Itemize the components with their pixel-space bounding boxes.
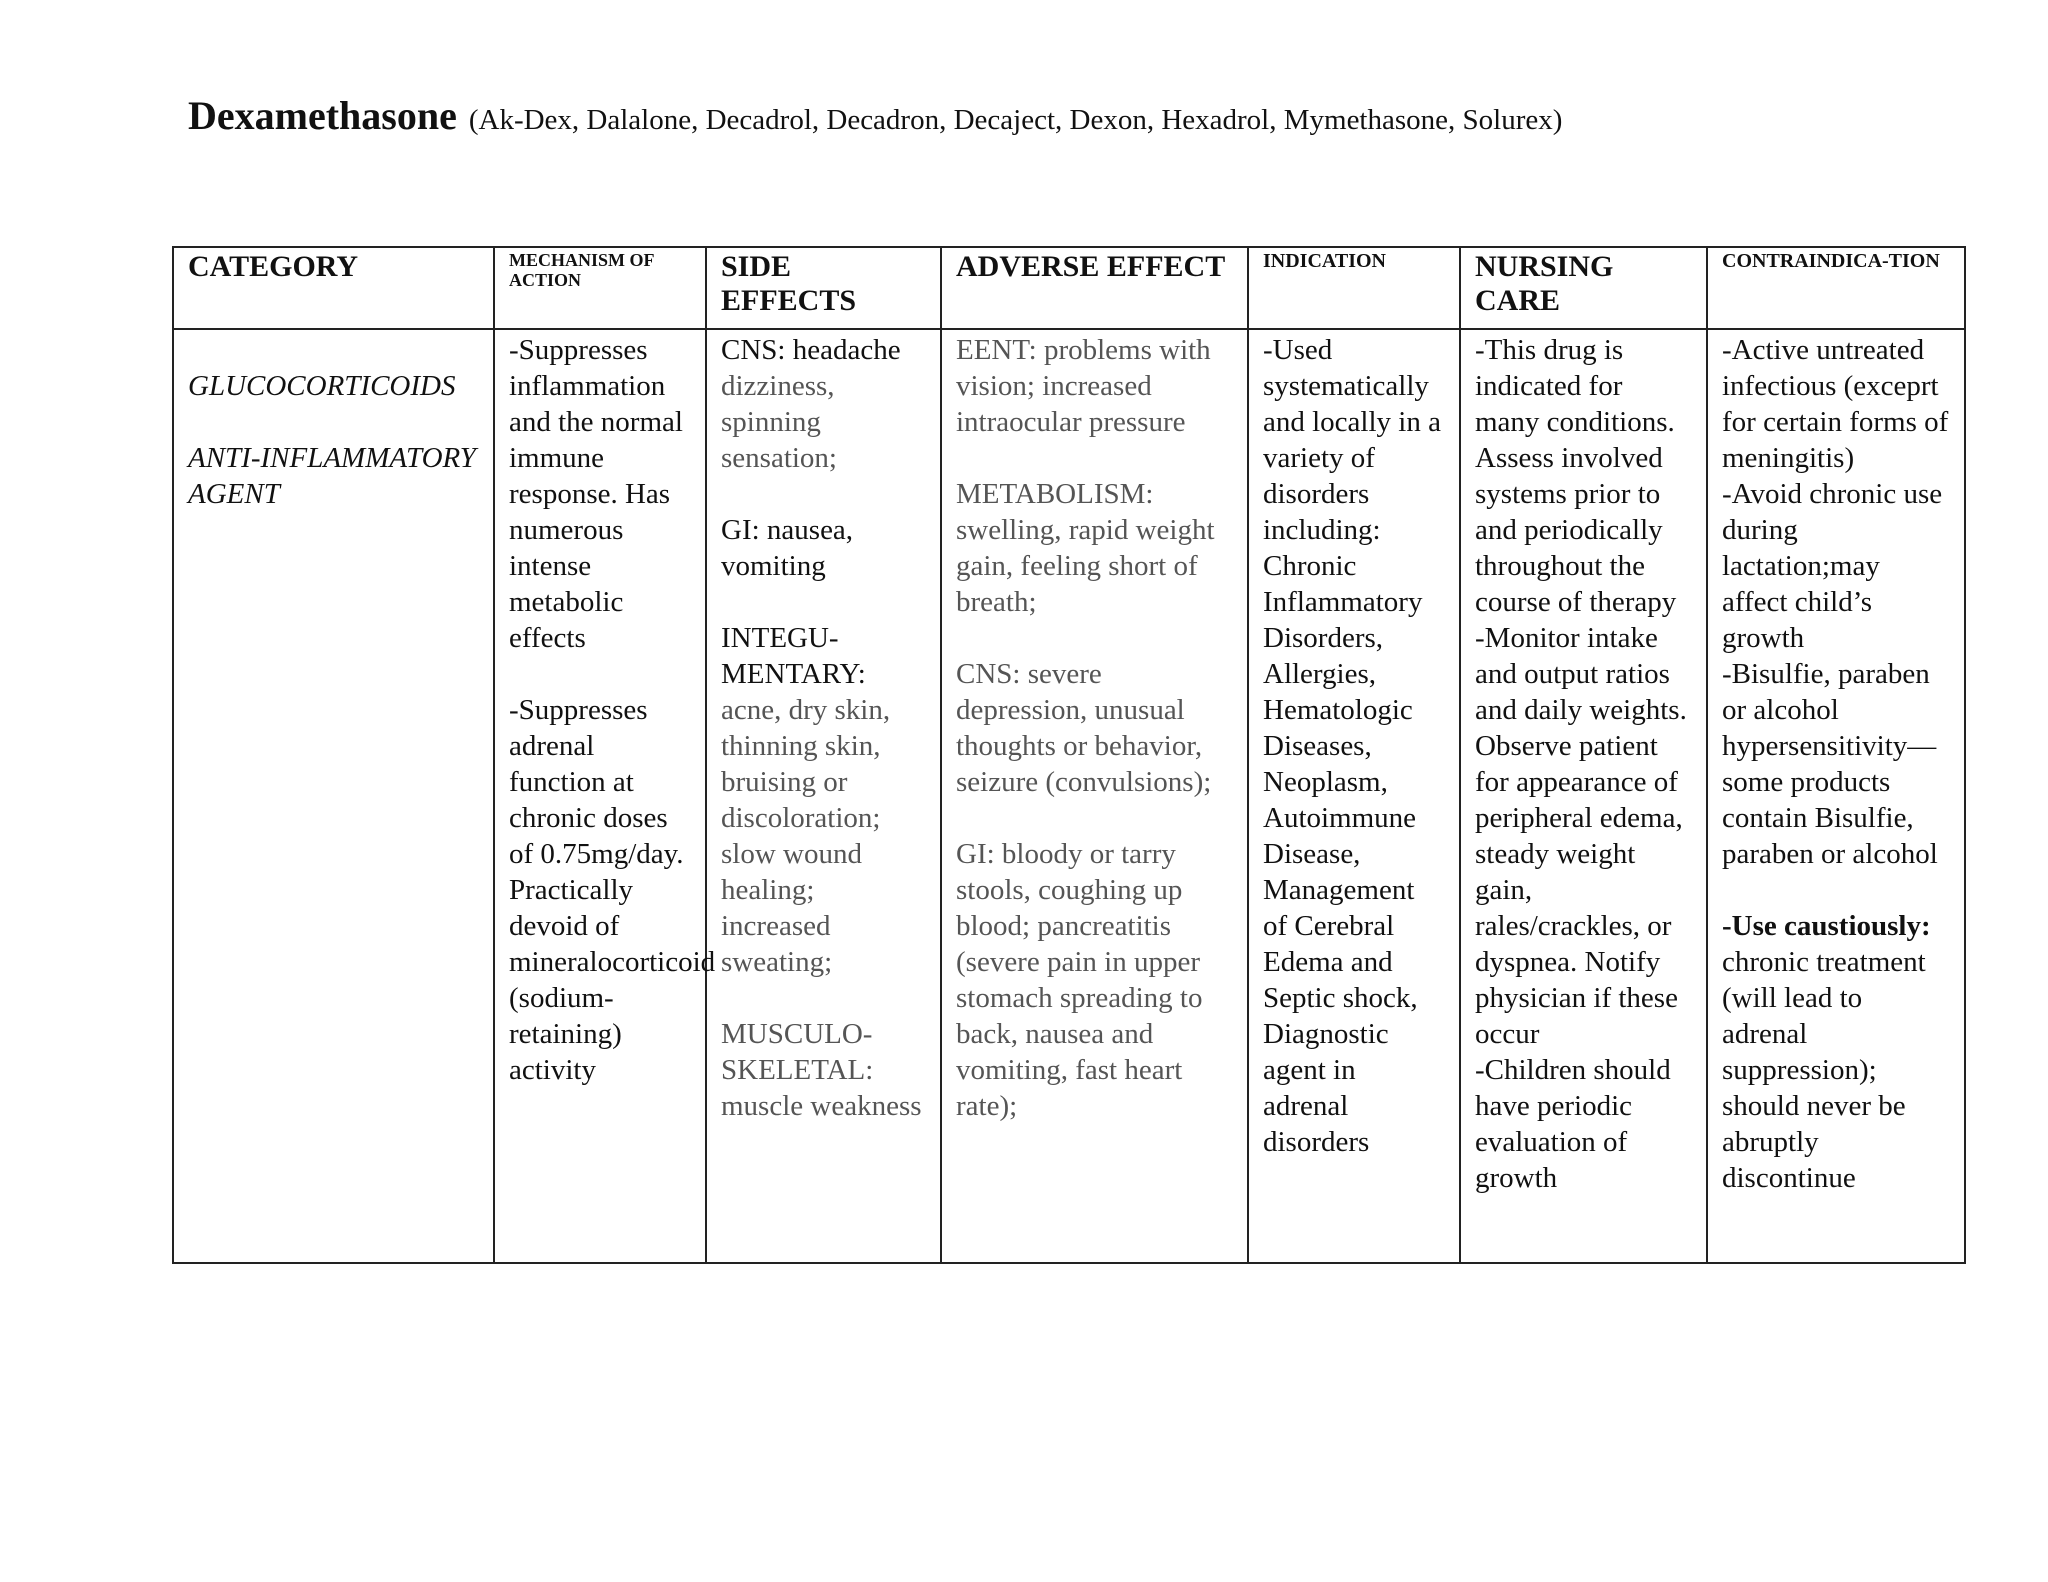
nursing-care-item: -Children should have periodic evaluation of growth: [1475, 1054, 1671, 1194]
caution-label: -Use caustiously:: [1722, 910, 1931, 942]
mechanism-paragraph: -Suppresses adrenal function at chronic doses of 0.75mg/day. Practically devoid of mineralocorticoid (sodium-retaining) activity: [509, 694, 716, 1086]
caution-text: chronic treatment (will lead to adrenal suppression); should never be abruptly discontinue: [1722, 946, 1926, 1194]
indication-text: -Used systematically and locally in a variety of disorders including: Chronic Inflammatory Disorders, Allergies, Hematologic Diseases, Neoplasm, Autoimmune Disease, Management of Cerebral Edema and Septic shock, Diagnostic agent in adrenal disorders: [1263, 334, 1441, 1158]
cell-contraindication: [1707, 329, 1965, 1263]
cell-side-effects: [706, 329, 941, 1263]
table-row: [173, 329, 1965, 1263]
category-drug-class: ANTI-INFLAMMATORY AGENT: [188, 442, 476, 510]
side-effects-integumentary-text: acne, dry skin, thinning skin, bruising or discoloration; slow wound healing; increased sweating;: [721, 694, 891, 978]
side-effects-cns-label: CNS: headache: [721, 334, 901, 366]
table-header-row: [173, 247, 1965, 329]
side-effects-musculoskeletal: MUSCULO-SKELETAL: muscle weakness: [721, 1018, 922, 1122]
cell-category: [173, 329, 494, 1263]
contraindication-item: -Active untreated infectious (exceprt for certain forms of meningitis): [1722, 334, 1949, 474]
cell-nursing-care: [1460, 329, 1707, 1263]
document-title: [188, 92, 1562, 139]
header-indication: INDICATION: [1248, 247, 1460, 329]
cell-mechanism: [494, 329, 716, 1263]
mechanism-paragraph: -Suppresses inflammation and the normal immune response. Has numerous intense metabolic effects: [509, 334, 683, 654]
cell-adverse-effect: [941, 329, 1248, 1263]
header-side-effects: SIDE EFFECTS: [706, 247, 941, 329]
drug-card-table: [172, 246, 1966, 1264]
brand-names: (Ak-Dex, Dalalone, Decadrol, Decadron, Decaject, Dexon, Hexadrol, Mymethasone, Solurex): [468, 104, 1563, 136]
category-classification: GLUCOCORTICOIDS: [188, 370, 456, 402]
cell-indication: [1248, 329, 1460, 1263]
adverse-effect-gi: GI: bloody or tarry stools, coughing up blood; pancreatitis (severe pain in upper stomach spreading to back, nausea and vomiting, fast heart rate);: [956, 838, 1203, 1122]
adverse-effect-metabolism: METABOLISM: swelling, rapid weight gain, feeling short of breath;: [956, 478, 1215, 618]
header-nursing-care: NURSING CARE: [1460, 247, 1707, 329]
contraindication-item: -Bisulfie, paraben or alcohol hypersensitivity—some products contain Bisulfie, paraben or alcohol: [1722, 658, 1938, 870]
drug-name: Dexamethasone: [188, 93, 457, 138]
adverse-effect-cns: CNS: severe depression, unusual thoughts or behavior, seizure (convulsions);: [956, 658, 1212, 798]
nursing-care-item: -Monitor intake and output ratios and daily weights. Observe patient for appearance of peripheral edema, steady weight gain, rales/crackles, or dyspnea. Notify physician if these occur: [1475, 622, 1687, 1050]
side-effects-gi: GI: nausea, vomiting: [721, 514, 854, 582]
header-contraindication: CONTRAINDICA-TION: [1707, 247, 1965, 329]
header-category: CATEGORY: [173, 247, 494, 329]
side-effects-integumentary-label: INTEGU-MENTARY:: [721, 622, 866, 690]
adverse-effect-eent: EENT: problems with vision; increased intraocular pressure: [956, 334, 1211, 438]
side-effects-cns-text: dizziness, spinning sensation;: [721, 370, 837, 474]
header-mechanism: MECHANISM OF ACTION: [494, 247, 706, 329]
contraindication-item: -Avoid chronic use during lactation;may affect child’s growth: [1722, 478, 1943, 654]
nursing-care-item: -This drug is indicated for many conditions. Assess involved systems prior to and periodically throughout the course of therapy: [1475, 334, 1677, 618]
header-adverse-effect: ADVERSE EFFECT: [941, 247, 1248, 329]
